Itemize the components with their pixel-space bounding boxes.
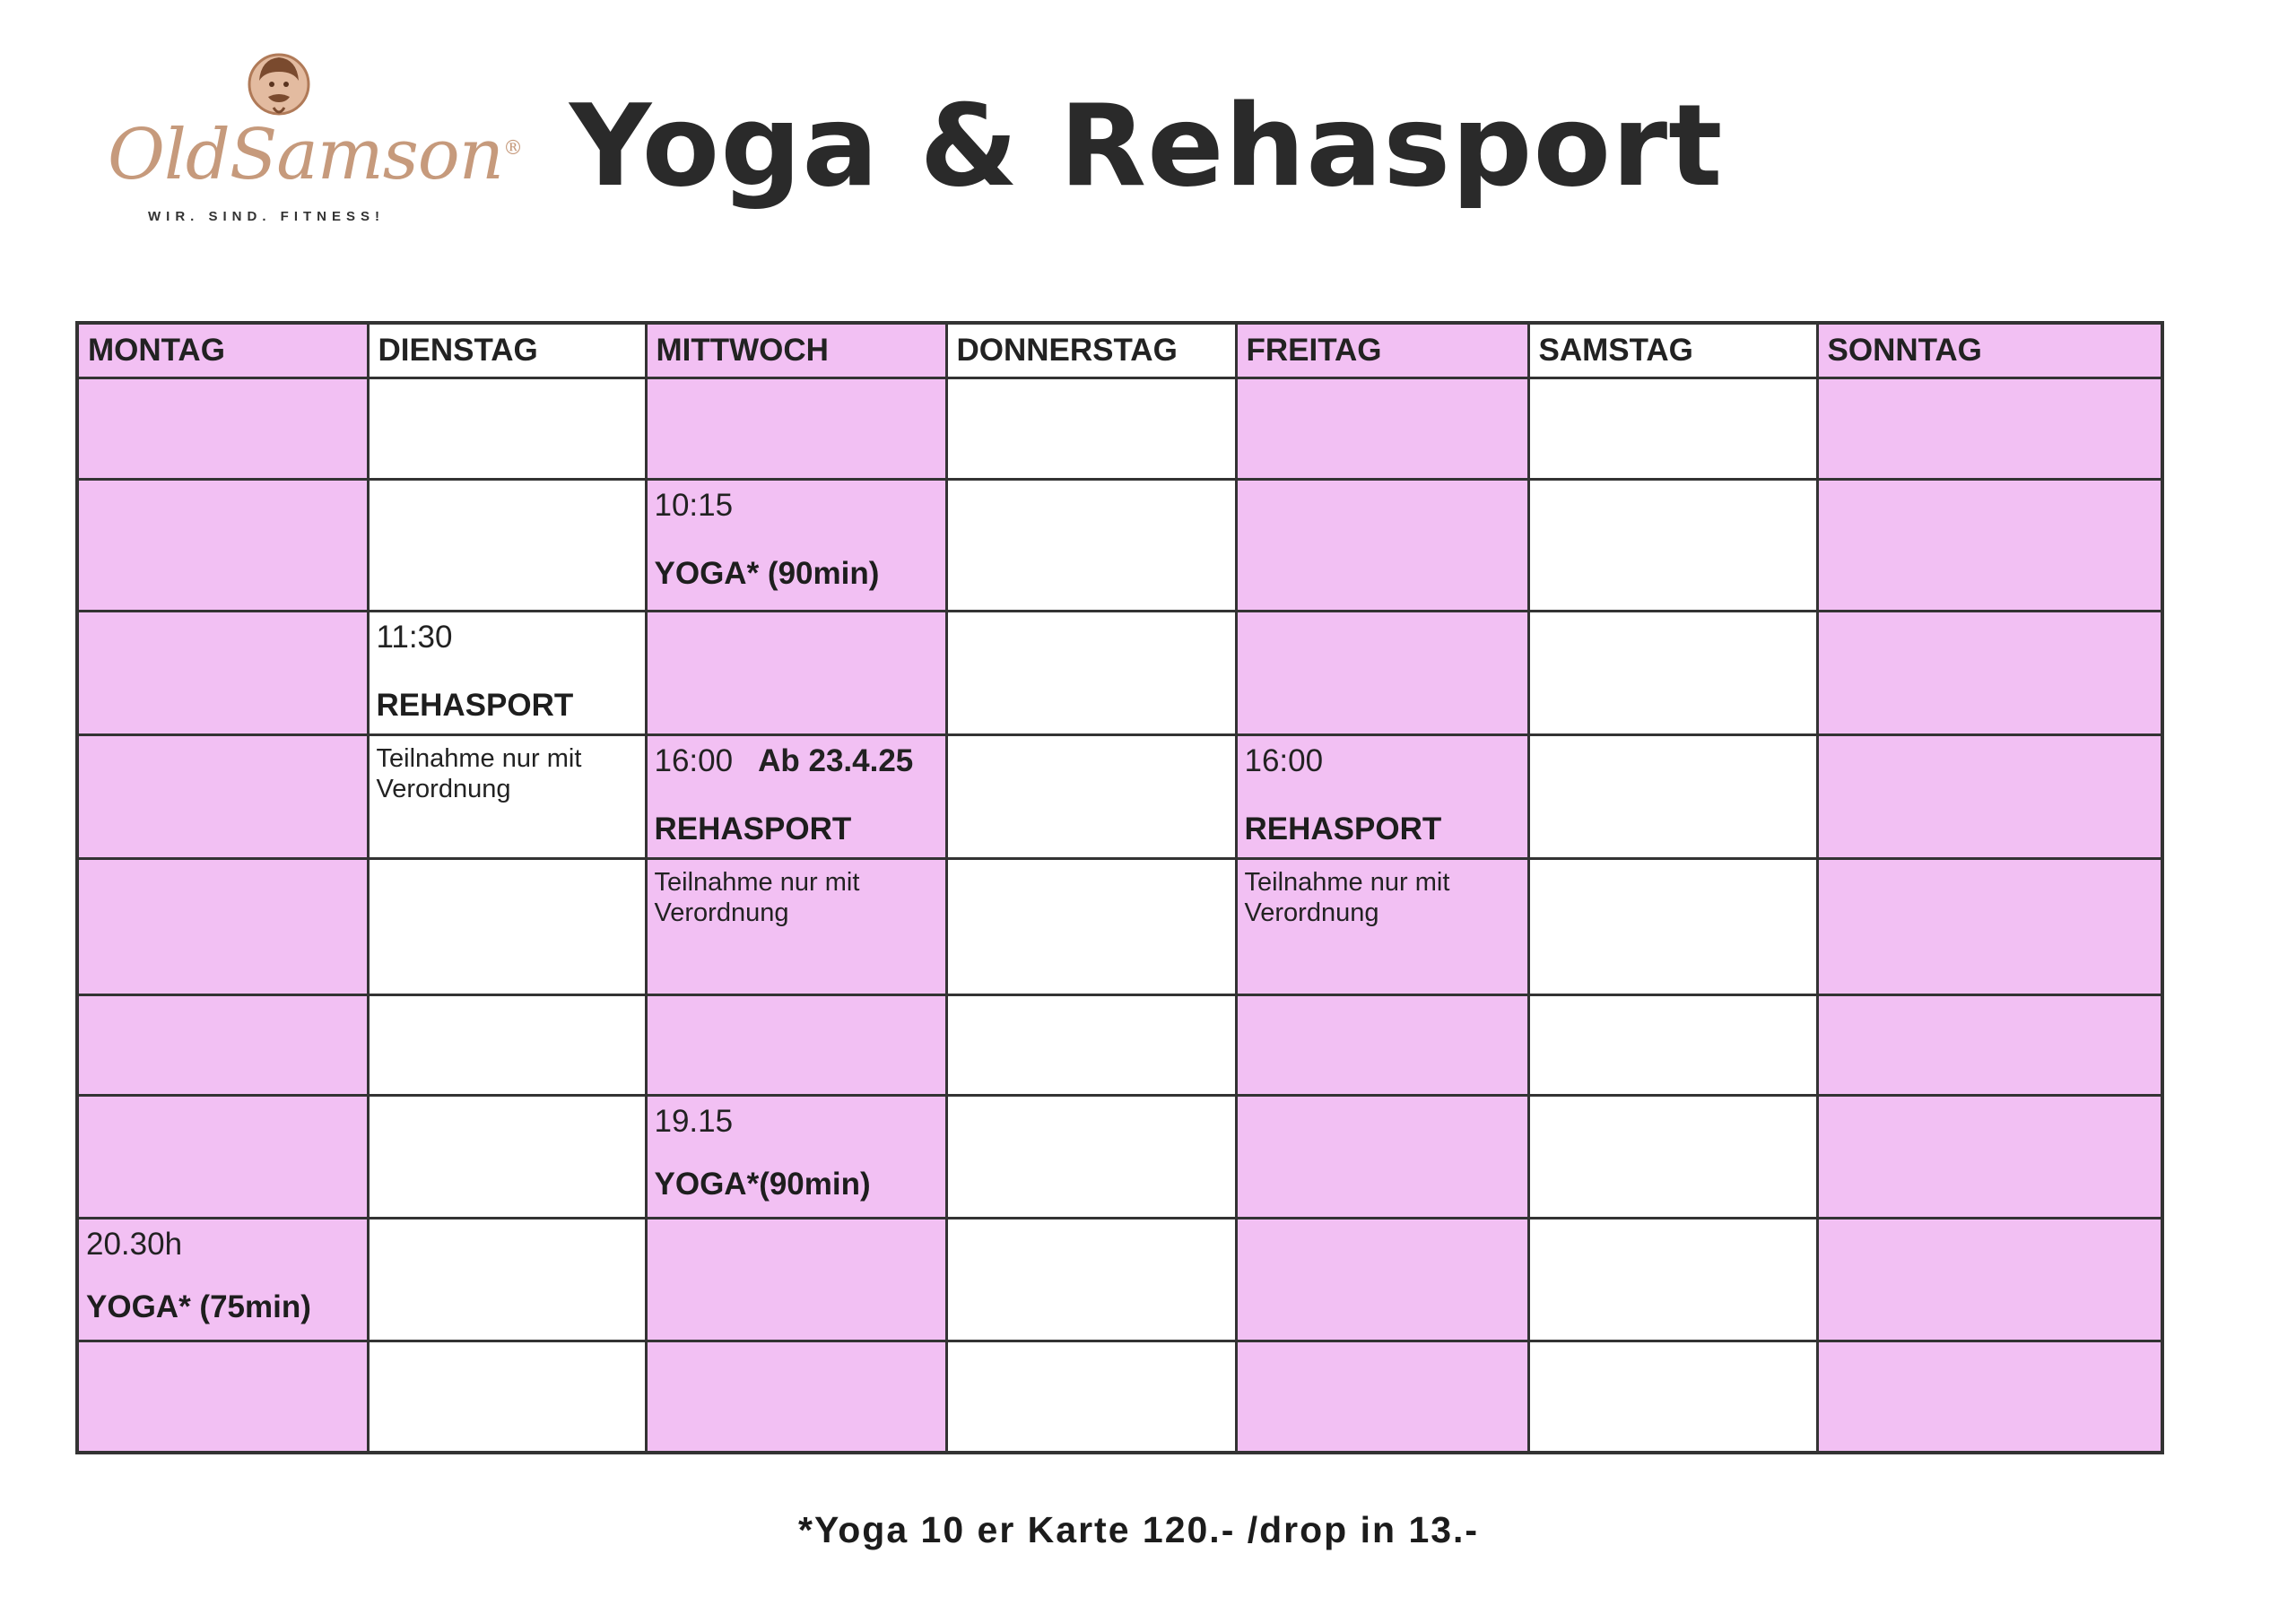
table-cell <box>1817 378 2162 480</box>
table-cell <box>1817 1341 2162 1453</box>
table-cell <box>77 1096 368 1219</box>
table-cell <box>77 480 368 612</box>
table-cell <box>1817 480 2162 612</box>
class-entry-mittwoch-1015 <box>646 480 946 612</box>
day-header-dienstag: DIENSTAG <box>368 323 646 378</box>
table-cell <box>946 378 1236 480</box>
table-cell <box>368 480 646 612</box>
table-cell <box>1236 1219 1528 1341</box>
table-cell <box>946 735 1236 859</box>
class-time: 11:30 <box>376 620 453 655</box>
table-row <box>77 1341 2162 1453</box>
table-cell <box>1528 480 1817 612</box>
table-cell <box>368 995 646 1096</box>
table-cell <box>368 1219 646 1341</box>
table-row <box>77 378 2162 480</box>
class-name: YOGA*(90min) <box>654 1167 871 1202</box>
table-cell <box>1528 612 1817 735</box>
day-header-mittwoch: MITTWOCH <box>646 323 946 378</box>
table-row <box>77 480 2162 612</box>
brand-wordmark: OldSamson® <box>108 115 522 195</box>
table-cell <box>1528 859 1817 995</box>
schedule-table <box>75 321 2164 1454</box>
table-cell <box>368 378 646 480</box>
table-cell <box>946 480 1236 612</box>
table-cell <box>646 995 946 1096</box>
table-cell <box>1236 480 1528 612</box>
table-cell <box>77 1341 368 1453</box>
table-cell <box>946 995 1236 1096</box>
class-entry-dienstag-1130 <box>368 612 646 735</box>
participation-note: Teilnahme nur mit Verordnung <box>376 744 582 804</box>
start-date-note: Ab 23.4.25 <box>758 743 914 778</box>
class-note-mittwoch <box>646 859 946 995</box>
page-title: Yoga & Rehasport <box>570 80 1724 212</box>
table-cell <box>1817 612 2162 735</box>
table-row <box>77 735 2162 859</box>
table-cell <box>1817 1096 2162 1219</box>
table-cell <box>946 1341 1236 1453</box>
table-cell <box>946 1219 1236 1341</box>
class-name: YOGA* (90min) <box>654 556 880 592</box>
table-cell <box>646 1341 946 1453</box>
table-cell <box>646 612 946 735</box>
table-cell <box>368 1096 646 1219</box>
table-cell <box>946 612 1236 735</box>
class-time: 20.30h <box>86 1227 183 1262</box>
table-row <box>77 995 2162 1096</box>
day-header-freitag: FREITAG <box>1236 323 1528 378</box>
table-cell <box>1528 995 1817 1096</box>
class-time: 10:15 <box>654 488 734 523</box>
day-header-montag: MONTAG <box>77 323 368 378</box>
day-header-sonntag: SONNTAG <box>1817 323 2162 378</box>
table-row <box>77 1219 2162 1341</box>
brand-tagline: WIR. SIND. FITNESS! <box>148 209 385 224</box>
header-row <box>77 323 2162 378</box>
class-entry-mittwoch-1600 <box>646 735 946 859</box>
portrait-icon <box>247 52 311 122</box>
table-cell <box>1528 1341 1817 1453</box>
table-cell <box>1528 1219 1817 1341</box>
table-row <box>77 859 2162 995</box>
logo <box>99 52 522 231</box>
table-cell <box>646 378 946 480</box>
table-cell <box>77 735 368 859</box>
class-name: REHASPORT <box>376 688 574 724</box>
table-cell <box>1817 995 2162 1096</box>
table-row <box>77 612 2162 735</box>
table-cell <box>946 859 1236 995</box>
table-row <box>77 1096 2162 1219</box>
table-cell <box>1528 378 1817 480</box>
participation-note: Teilnahme nur mit Verordnung <box>654 868 860 928</box>
table-cell <box>1528 1096 1817 1219</box>
day-header-samstag: SAMSTAG <box>1528 323 1817 378</box>
class-note-freitag <box>1236 859 1528 995</box>
table-cell <box>1236 995 1528 1096</box>
table-cell <box>646 1219 946 1341</box>
class-entry-montag-2030 <box>77 1219 368 1341</box>
table-cell <box>1817 735 2162 859</box>
table-cell <box>1528 735 1817 859</box>
class-name: REHASPORT <box>654 812 852 847</box>
table-cell <box>77 612 368 735</box>
pricing-footnote: *Yoga 10 er Karte 120.- /drop in 13.- <box>798 1509 1480 1550</box>
table-cell <box>77 378 368 480</box>
table-cell <box>1236 612 1528 735</box>
table-cell <box>1236 378 1528 480</box>
table-cell <box>77 859 368 995</box>
table-cell <box>1817 1219 2162 1341</box>
table-cell <box>1817 859 2162 995</box>
day-header-donnerstag: DONNERSTAG <box>946 323 1236 378</box>
table-cell <box>368 1341 646 1453</box>
class-time: 16:00 <box>1244 743 1324 778</box>
table-cell <box>368 859 646 995</box>
table-cell <box>946 1096 1236 1219</box>
table-cell <box>77 995 368 1096</box>
class-entry-mittwoch-1915 <box>646 1096 946 1219</box>
class-name: REHASPORT <box>1244 812 1442 847</box>
class-note-dienstag <box>368 735 646 859</box>
table-cell <box>1236 1096 1528 1219</box>
class-time: 19.15 <box>654 1104 734 1139</box>
participation-note: Teilnahme nur mit Verordnung <box>1244 868 1450 928</box>
table-cell <box>1236 1341 1528 1453</box>
class-name: YOGA* (75min) <box>86 1289 311 1325</box>
class-time: 16:00 Ab 23.4.25 <box>654 743 914 778</box>
class-entry-freitag-1600 <box>1236 735 1528 859</box>
